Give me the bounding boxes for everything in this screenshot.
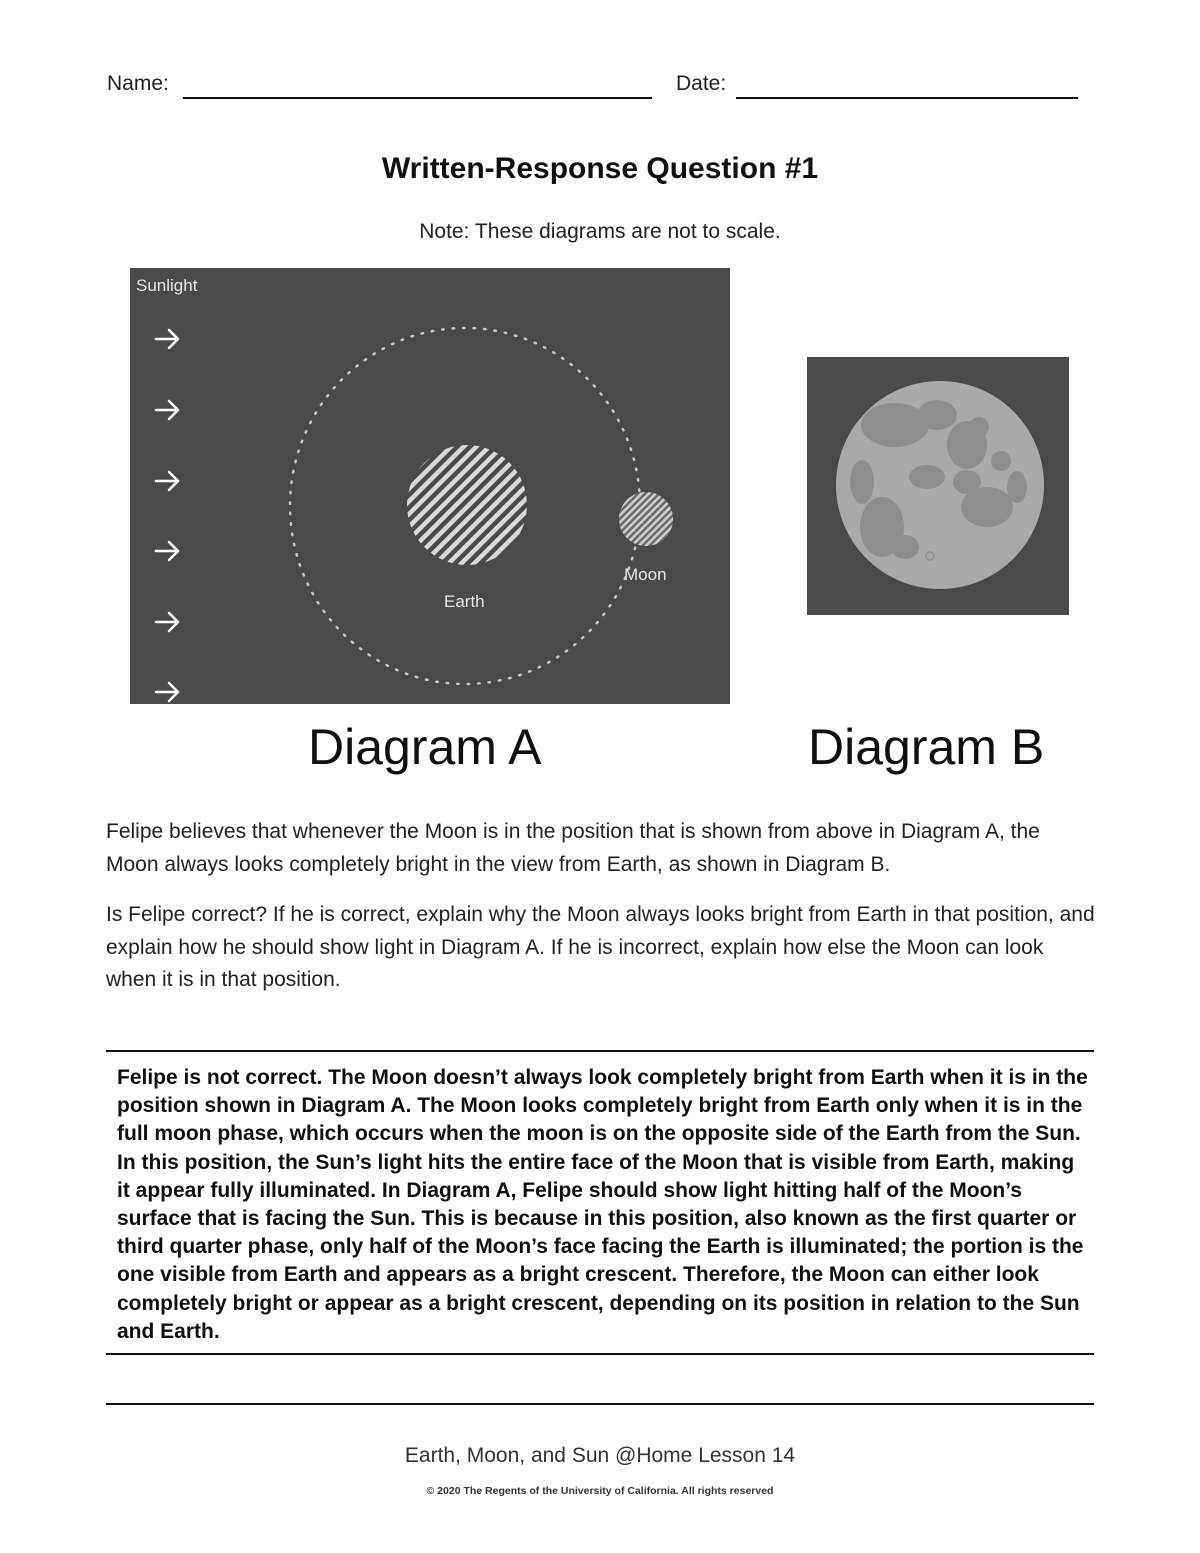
sunlight-arrow-icon bbox=[156, 542, 178, 560]
sunlight-arrow-icon bbox=[156, 472, 178, 490]
diagram-a bbox=[130, 268, 730, 704]
question-paragraph-2: Is Felipe correct? If he is correct, explain why the Moon always looks bright from Earth in that position, and explain how he should show light in Diagram A. If he is incorrect, explain how else the Moon can look when it is in that position. bbox=[106, 903, 1095, 991]
diagram-a-caption: Diagram A bbox=[308, 719, 542, 775]
footer-lesson: Earth, Moon, and Sun @Home Lesson 14 bbox=[404, 1444, 796, 1467]
answer-top-rule bbox=[106, 1050, 1094, 1052]
diagram-b bbox=[807, 357, 1069, 615]
moon-circle bbox=[619, 492, 673, 546]
earth-label: Earth bbox=[444, 592, 485, 611]
diagram-a-illustration bbox=[130, 268, 730, 704]
footer-copyright: © 2020 The Regents of the University of California. All rights reserved bbox=[426, 1485, 774, 1497]
moon-label: Moon bbox=[624, 565, 667, 584]
date-field-line[interactable] bbox=[736, 97, 1078, 99]
scale-note: Note: These diagrams are not to scale. bbox=[419, 220, 781, 243]
answer-bottom-rule bbox=[106, 1353, 1094, 1355]
sunlight-arrow-icon bbox=[156, 683, 178, 701]
sunlight-arrow-icon bbox=[156, 613, 178, 631]
earth-circle bbox=[407, 445, 527, 565]
name-field-line[interactable] bbox=[183, 97, 652, 99]
name-label: Name: bbox=[107, 72, 169, 95]
answer-text[interactable]: Felipe is not correct. The Moon doesn’t always look completely bright from Earth when it is in the position shown in Diagram A. The Moon looks completely bright from Earth only when it is in the full moon phase, which occurs when the moon is on the opposite side of the Earth from the Sun. In this position, the Sun’s light hits the entire face of the Moon that is visible from Earth, making it appear fully illuminated. In Diagram A, Felipe should show light hitting half of the Moon’s surface that is facing the Sun. This is because in this position, also known as the first quarter or third quarter phase, only half of the Moon’s face facing the Earth is illuminated; the portion is the one visible from Earth and appears as a bright crescent. Therefore, the Moon can either look completely bright or appear as a bright crescent, depending on its position in relation to the Sun and Earth. bbox=[117, 1066, 1088, 1343]
answer-extra-line bbox=[106, 1403, 1094, 1405]
page-title: Written-Response Question #1 bbox=[381, 152, 819, 185]
full-moon-icon bbox=[807, 357, 1069, 615]
sunlight-arrow-icon bbox=[156, 330, 178, 348]
diagram-b-caption: Diagram B bbox=[808, 719, 1045, 775]
sunlight-arrows bbox=[156, 330, 178, 701]
date-label: Date: bbox=[676, 72, 727, 95]
question-paragraph-1: Felipe believes that whenever the Moon is in the position that is shown from above in Diagram A, the Moon always looks completely bright in the view from Earth, as shown in Diagram B. bbox=[106, 820, 1040, 876]
sunlight-label: Sunlight bbox=[136, 276, 198, 295]
sunlight-arrow-icon bbox=[156, 401, 178, 419]
